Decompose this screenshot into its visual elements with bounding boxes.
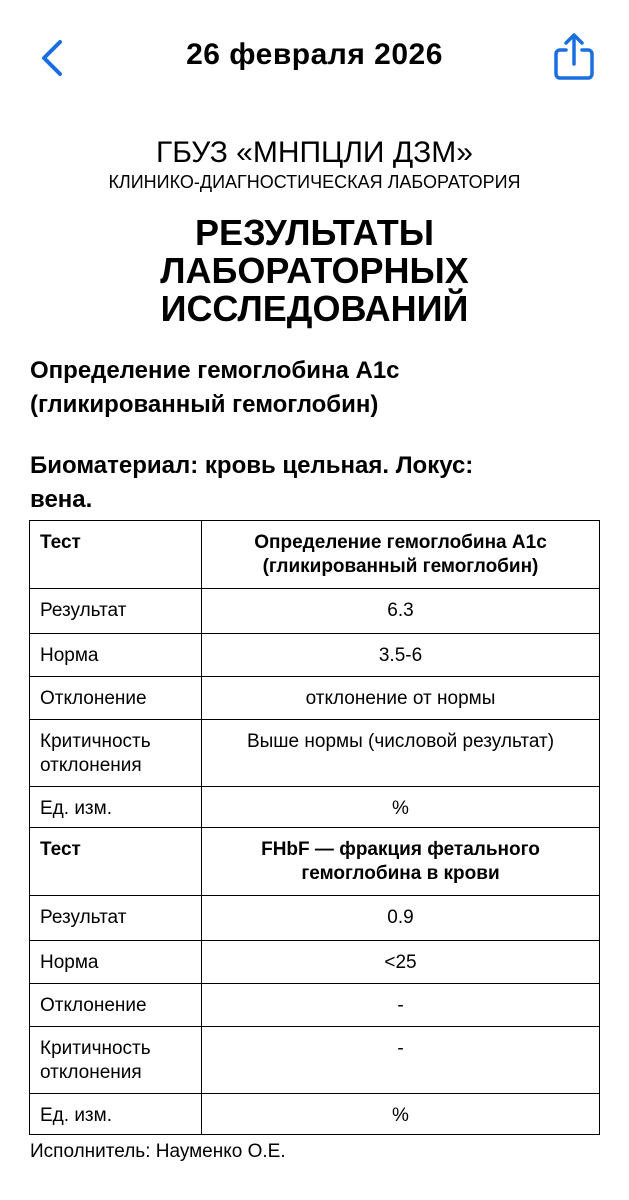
table-row-unit: [30, 787, 600, 828]
norm-label: Норма: [30, 941, 202, 984]
criticality-value: -: [202, 1027, 600, 1094]
results-table: [29, 520, 600, 1135]
biomaterial-line2: вена.: [30, 486, 93, 513]
table-row-criticality: [30, 1027, 600, 1094]
norm-label: Норма: [30, 634, 202, 677]
biomaterial-info: [30, 449, 600, 517]
executor-info: Исполнитель: Науменко О.Е.: [30, 1141, 286, 1162]
test-name-line1: FHbF — фракция фетального: [261, 839, 540, 860]
deviation-label: Отклонение: [30, 984, 202, 1027]
criticality-label-line2: отклонения: [40, 755, 142, 776]
table-row-test: [30, 828, 600, 896]
criticality-value: Выше нормы (числовой результат): [202, 720, 600, 787]
study-name-line1: Определение гемоглобина А1с: [30, 357, 400, 384]
norm-value: 3.5-6: [202, 634, 600, 677]
document-header: [0, 135, 629, 193]
page-title: 26 февраля 2026: [186, 38, 443, 71]
unit-value: %: [202, 1094, 600, 1135]
unit-label: Ед. изм.: [30, 787, 202, 828]
biomaterial-line1: Биоматериал: кровь цельная. Локус:: [30, 452, 474, 479]
criticality-label-line2: отклонения: [40, 1062, 142, 1083]
nav-bar: [0, 0, 629, 115]
test-name-line1: Определение гемоглобина А1с: [254, 532, 547, 553]
result-label: Результат: [30, 896, 202, 941]
result-label: Результат: [30, 589, 202, 634]
criticality-label: [30, 1027, 202, 1094]
unit-value: %: [202, 787, 600, 828]
table-row-unit: [30, 1094, 600, 1135]
deviation-label: Отклонение: [30, 677, 202, 720]
criticality-label: [30, 720, 202, 787]
laboratory-name: КЛИНИКО-ДИАГНОСТИЧЕСКАЯ ЛАБОРАТОРИЯ: [108, 172, 521, 192]
table-row-deviation: [30, 984, 600, 1027]
unit-label: Ед. изм.: [30, 1094, 202, 1135]
table-row-criticality: [30, 720, 600, 787]
table-row-norm: [30, 941, 600, 984]
results-title-line2: ЛАБОРАТОРНЫХ: [160, 250, 469, 291]
table-row-test: [30, 521, 600, 589]
table-row-result: [30, 589, 600, 634]
test-label: Тест: [30, 828, 202, 896]
results-title: [0, 214, 629, 328]
norm-value: <25: [202, 941, 600, 984]
result-value: 0.9: [202, 896, 600, 941]
results-title-line3: ИССЛЕДОВАНИЙ: [160, 288, 469, 329]
table-row-deviation: [30, 677, 600, 720]
test-name-cell: [202, 521, 600, 589]
criticality-label-line1: Критичность: [40, 1038, 151, 1059]
share-icon: [548, 30, 600, 84]
test-name-cell: [202, 828, 600, 896]
criticality-label-line1: Критичность: [40, 731, 151, 752]
share-button[interactable]: [548, 30, 600, 84]
table-row-norm: [30, 634, 600, 677]
organization-name: ГБУЗ «МНПЦЛИ ДЗМ»: [156, 136, 473, 169]
results-title-line1: РЕЗУЛЬТАТЫ: [195, 212, 434, 253]
study-name: [30, 354, 600, 422]
study-name-line2: (гликированный гемоглобин): [30, 391, 379, 418]
deviation-value: -: [202, 984, 600, 1027]
deviation-value: отклонение от нормы: [202, 677, 600, 720]
test-label: Тест: [30, 521, 202, 589]
table-row-result: [30, 896, 600, 941]
result-value: 6.3: [202, 589, 600, 634]
test-name-line2: (гликированный гемоглобин): [262, 556, 539, 577]
test-name-line2: гемоглобина в крови: [301, 863, 500, 884]
